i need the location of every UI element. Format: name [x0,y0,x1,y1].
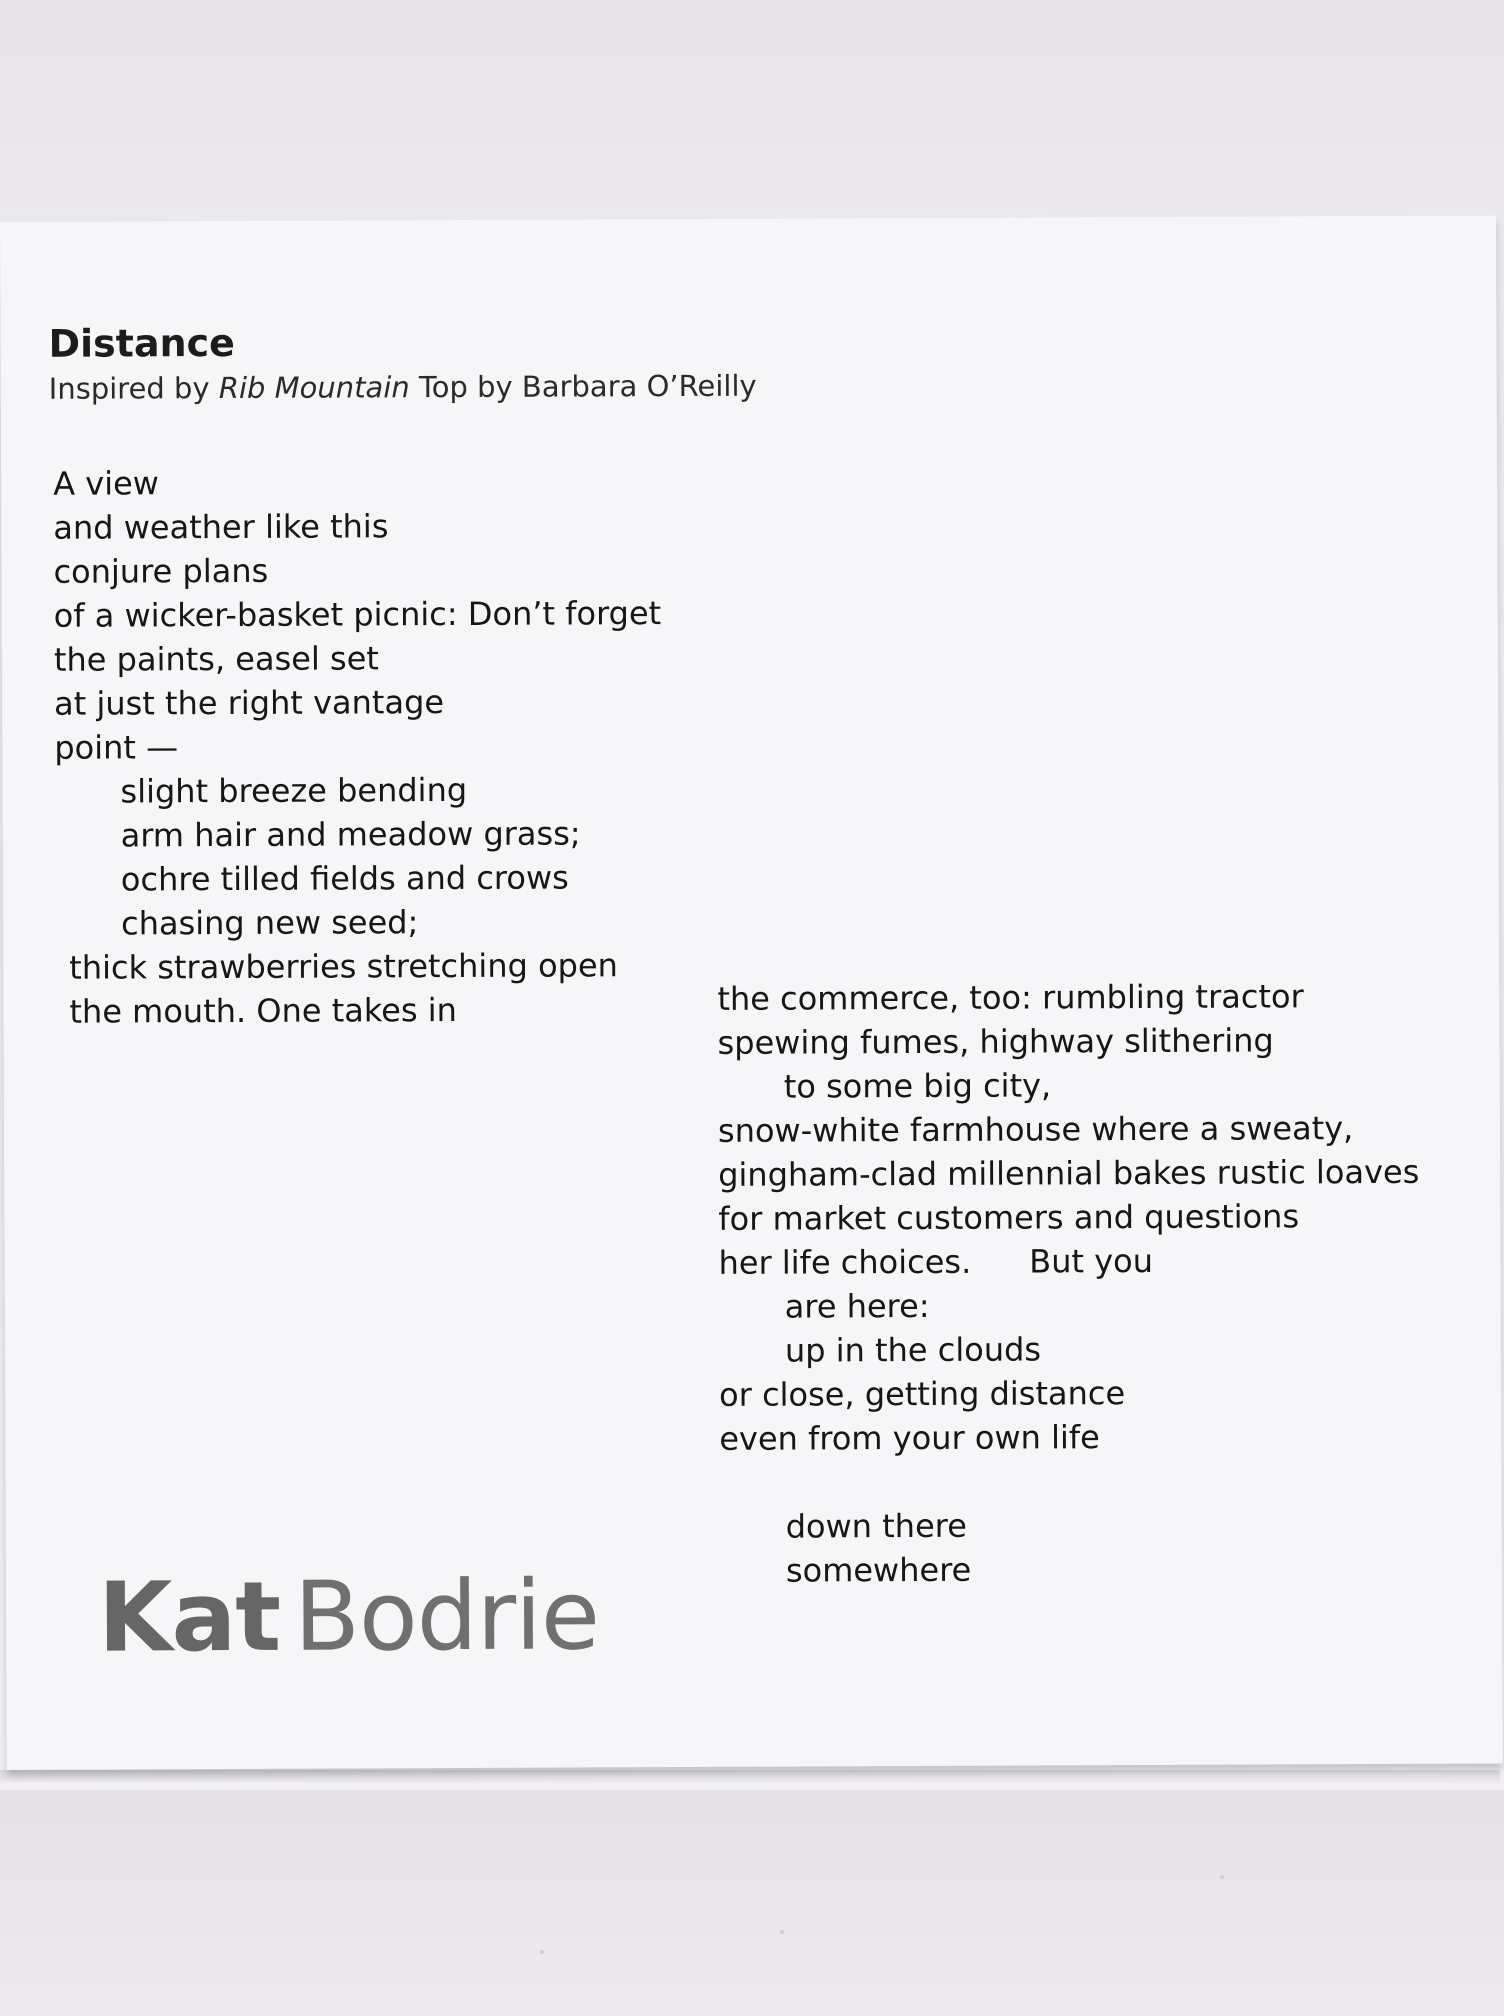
poem-line: somewhere [785,1550,972,1590]
subtitle-artwork: Rib Mountain [218,370,410,406]
poem-subtitle [49,369,757,406]
author-first-name: Kat [97,1560,281,1674]
poem-line: of a wicker-basket picnic: Don’t forget [53,594,662,635]
poem-line-part: But you [1029,1241,1154,1281]
poem-line: arm hair and meadow grass; [120,814,581,855]
wall-speck [540,1950,544,1954]
poem-line: conjure plans [53,551,269,591]
poem-line: thick strawberries stretching open [69,946,618,987]
poem-line: spewing fumes, highway slithering [717,1021,1274,1062]
poem-line: point — [54,728,179,767]
poem-line [718,1238,1419,1285]
poem-title: Distance [48,320,235,366]
poem-line: up in the clouds [784,1330,1042,1370]
stanza-break [719,1458,1420,1505]
poem-line: the paints, easel set [53,639,379,679]
poem-line: slight breeze bending [120,770,468,811]
wall-background-top [0,0,1504,222]
subtitle-suffix: Top by Barbara O’Reilly [409,368,757,405]
poem-line: chasing new seed; [120,903,419,943]
wall-speck [780,1930,784,1934]
poem-line: at just the right vantage [54,683,445,723]
subtitle-prefix: Inspired by [48,371,219,406]
panel-bottom-edge [0,1770,1500,1782]
poem-line: A view [53,464,159,503]
poem-line: gingham-clad millennial bakes rustic loaves [718,1152,1420,1194]
wall-speck [1220,1875,1224,1879]
poem-right-column [717,974,1421,1593]
wall-background-bottom [0,1790,1504,2016]
poem-line: are here: [784,1286,930,1326]
poem-placard [0,215,1503,1770]
author-last-name: Bodrie [293,1559,600,1673]
poem-line: and weather like this [53,507,389,547]
poem-line: for market customers and questions [718,1197,1300,1238]
poem-line: snow-white farmhouse where a sweaty, [717,1109,1354,1150]
poem-line: the mouth. One takes in [69,991,457,1031]
poem-line: the commerce, too: rumbling tractor [717,977,1304,1018]
author-name [98,1559,599,1673]
poem-line: or close, getting distance [719,1374,1126,1414]
poem-line: down there [785,1506,967,1546]
poem-line: ochre tilled fields and crows [120,858,569,899]
poem-left-column [53,459,663,1034]
poem-line: to some big city, [783,1066,1052,1106]
poem-line: even from your own life [719,1418,1100,1458]
poem-line-part: her life choices. [718,1242,972,1282]
